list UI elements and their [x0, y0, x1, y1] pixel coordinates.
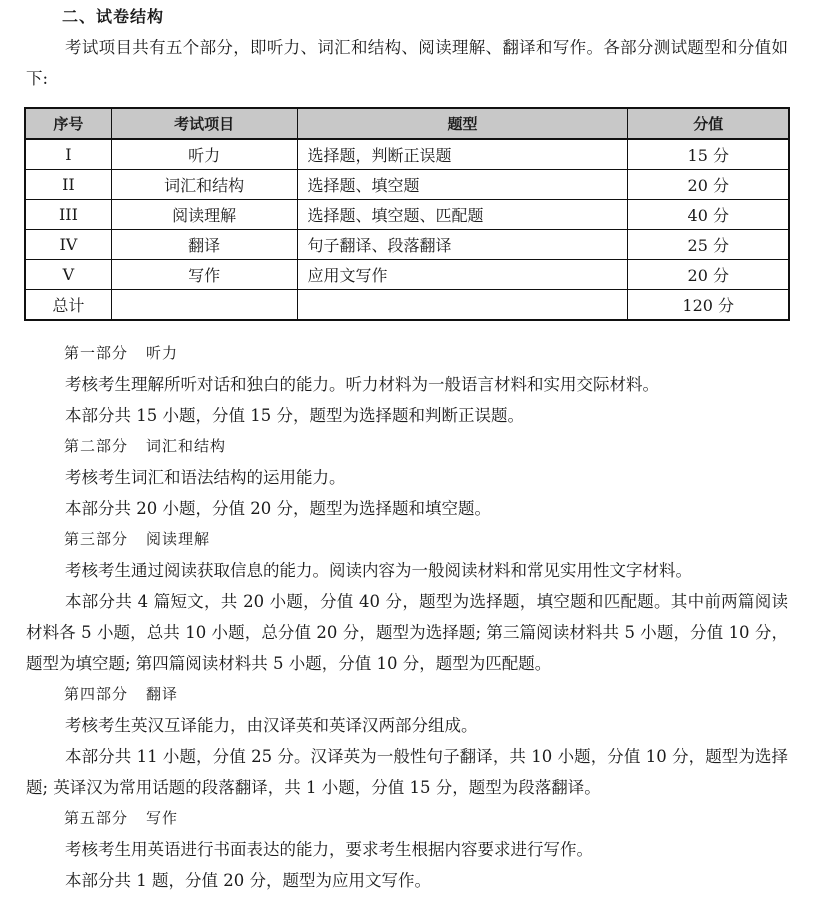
- cell-item: [111, 290, 297, 321]
- section-number: 第四部分: [64, 685, 129, 703]
- section-title: [64, 524, 788, 555]
- table-row: [25, 139, 789, 170]
- section-vocabulary: [26, 431, 788, 524]
- section-name: 翻译: [146, 685, 179, 703]
- cell-score: 20 分: [628, 170, 789, 200]
- section-translation: [26, 679, 788, 803]
- section-paragraph: 本部分共 20 小题，分值 20 分，题型为选择题和填空题。: [65, 499, 491, 518]
- cell-item: 听力: [111, 139, 297, 170]
- table-total-row: [25, 290, 789, 321]
- exam-structure-table: [24, 107, 790, 321]
- section-name: 写作: [146, 809, 179, 827]
- section-paragraph: 考核考生通过阅读获取信息的能力。阅读内容为一般阅读材料和常见实用性文字材料。: [65, 561, 692, 580]
- section-paragraph: 考核考生理解所听对话和独白的能力。听力材料为一般语言材料和实用交际材料。: [65, 375, 659, 394]
- cell-type: 应用文写作: [297, 260, 628, 290]
- table-row: [25, 170, 789, 200]
- header-type: 题型: [297, 108, 628, 139]
- header-index: 序号: [25, 108, 111, 139]
- cell-type: 选择题、填空题: [297, 170, 628, 200]
- header-item: 考试项目: [111, 108, 297, 139]
- section-paragraph: 考核考生词汇和语法结构的运用能力。: [65, 468, 346, 487]
- section-title: [64, 679, 788, 710]
- cell-score: 40 分: [628, 200, 789, 230]
- section-number: 第五部分: [64, 809, 129, 827]
- table-row: [25, 230, 789, 260]
- header-score: 分值: [628, 108, 789, 139]
- cell-type: 句子翻译、段落翻译: [297, 230, 628, 260]
- sections-list: [26, 338, 788, 896]
- section-paragraph: 考核考生用英语进行书面表达的能力，要求考生根据内容要求进行写作。: [65, 840, 593, 859]
- table-row: [25, 260, 789, 290]
- section-reading: [26, 524, 788, 679]
- cell-item: 写作: [111, 260, 297, 290]
- section-title: [64, 338, 788, 369]
- section-name: 词汇和结构: [146, 437, 227, 455]
- cell-item: 翻译: [111, 230, 297, 260]
- cell-score: 25 分: [628, 230, 789, 260]
- section-paragraph: 本部分共 1 题，分值 20 分，题型为应用文写作。: [65, 871, 431, 890]
- section-listening: [26, 338, 788, 431]
- section-writing: [26, 803, 788, 896]
- section-name: 听力: [146, 344, 179, 362]
- table-row: [25, 200, 789, 230]
- section-paragraph: 本部分共 11 小题，分值 25 分。汉译英为一般性句子翻译，共 10 小题，分值 10 分，题型为选择题; 英译汉为常用话题的段落翻译，共 1 小题，分值 15 分，题型为段落翻译。: [26, 747, 788, 797]
- section-number: 第三部分: [64, 530, 129, 548]
- intro-paragraph: 考试项目共有五个部分，即听力、词汇和结构、阅读理解、翻译和写作。各部分测试题型和分值如下:: [26, 38, 788, 88]
- cell-score: 15 分: [628, 139, 789, 170]
- cell-score: 20 分: [628, 260, 789, 290]
- cell-total-score: 120 分: [628, 290, 789, 321]
- section-number: 第二部分: [64, 437, 129, 455]
- table-header-row: [25, 108, 789, 139]
- section-title: [64, 803, 788, 834]
- cell-index: II: [25, 170, 111, 200]
- section-paragraph: 考核考生英汉互译能力，由汉译英和英译汉两部分组成。: [65, 716, 478, 735]
- cell-type: 选择题、填空题、匹配题: [297, 200, 628, 230]
- section-paragraph: 本部分共 4 篇短文，共 20 小题，分值 40 分，题型为选择题，填空题和匹配题。其中前两篇阅读材料各 5 小题，总共 10 小题，总分值 20 分，题型为选择题; 第三篇阅读材料共 5 小题，分值 10 分，题型为填空题; 第四篇阅读材料共 5 小题，分值 10 分，题型为匹配题。: [26, 592, 788, 673]
- cell-index: V: [25, 260, 111, 290]
- section-number: 第一部分: [64, 344, 129, 362]
- cell-index: IV: [25, 230, 111, 260]
- cell-item: 阅读理解: [111, 200, 297, 230]
- cell-item: 词汇和结构: [111, 170, 297, 200]
- cell-type: 选择题，判断正误题: [297, 139, 628, 170]
- cell-index: I: [25, 139, 111, 170]
- section-name: 阅读理解: [146, 530, 211, 548]
- section-title: [64, 431, 788, 462]
- cell-type: [297, 290, 628, 321]
- cell-total-label: 总计: [25, 290, 111, 321]
- section-heading: 二、试卷结构: [62, 7, 165, 26]
- section-paragraph: 本部分共 15 小题，分值 15 分，题型为选择题和判断正误题。: [65, 406, 524, 425]
- cell-index: III: [25, 200, 111, 230]
